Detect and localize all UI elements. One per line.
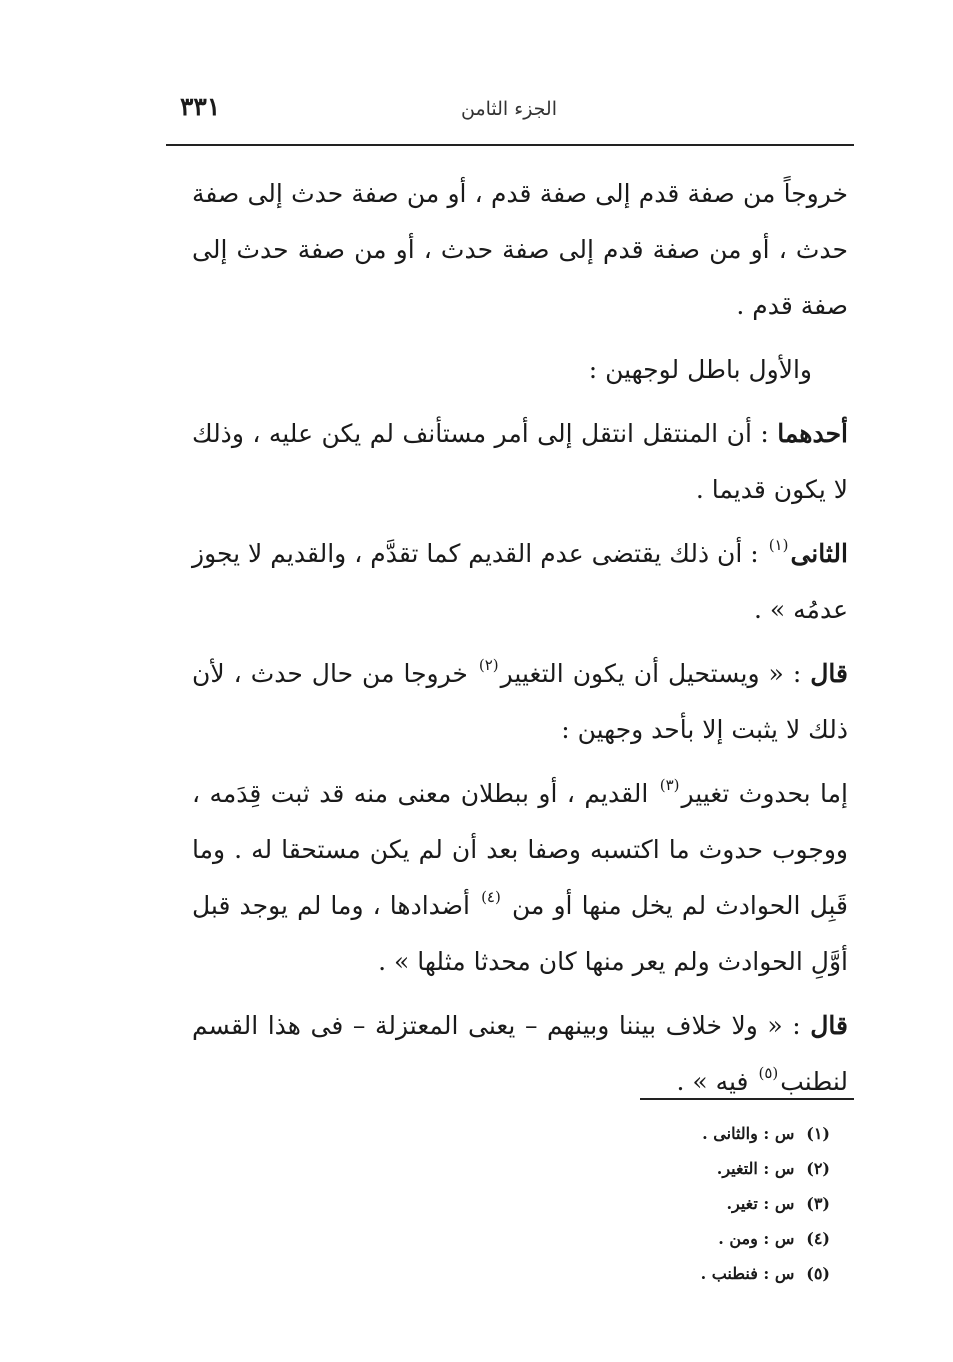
footnote-marker: (٤) xyxy=(806,1229,830,1248)
paragraph-6 xyxy=(192,766,848,990)
paragraph-2 xyxy=(192,342,848,398)
page-header xyxy=(168,88,850,132)
footnote-marker: (١) xyxy=(806,1124,830,1143)
footnote-ref-1[interactable]: (١) xyxy=(768,536,789,554)
footnote-text: س : فنطنب . xyxy=(700,1264,795,1283)
paragraph-3-text: : أن المنتقل انتقل إلى أمر مستأنف لم يكن عليه ، وذلك لا يكون قديما . xyxy=(192,419,848,504)
paragraph-6-text-c: أضدادها ، وما لم يوجد قبل أوَّلِ الحوادث ولم يعر منها كان محدثا مثلها » . xyxy=(192,891,848,976)
footnote-1 xyxy=(560,1116,830,1151)
footnote-3 xyxy=(560,1186,830,1221)
footnote-5 xyxy=(560,1256,830,1291)
footnote-ref-4[interactable]: (٤) xyxy=(481,888,501,906)
running-title: الجزء الثامن xyxy=(460,98,558,120)
footnote-text: س : تغير. xyxy=(726,1194,795,1213)
paragraph-4 xyxy=(192,526,848,638)
page-number: ٣٣١ xyxy=(180,92,221,121)
paragraph-2-text: والأول باطل لوجهين : xyxy=(588,355,812,384)
footnote-rule xyxy=(640,1098,854,1100)
footnote-marker: (٣) xyxy=(806,1194,830,1213)
paragraph-5-lead: قال xyxy=(810,659,848,688)
paragraph-1-text: خروجاً من صفة قدم إلى صفة قدم ، أو من صفة حدث إلى صفة حدث ، أو من صفة قدم إلى صفة حدث ، أو من صفة حدث إلى صفة قدم . xyxy=(192,179,848,320)
footnote-marker: (٢) xyxy=(806,1159,830,1178)
paragraph-3-lead: أحدهما xyxy=(777,419,848,448)
paragraph-5-text-b: خروجا من حال حدث ، لأن ذلك لا يثبت إلا بأحد وجهين : xyxy=(192,659,848,744)
footnote-ref-3[interactable]: (٣) xyxy=(659,776,680,794)
header-rule xyxy=(166,144,854,146)
paragraph-7-lead: قال xyxy=(810,1011,848,1040)
main-text xyxy=(192,166,848,1118)
paragraph-3 xyxy=(192,406,848,518)
footnote-marker: (٥) xyxy=(806,1264,830,1283)
paragraph-4-lead: الثانى xyxy=(790,539,848,568)
paragraph-6-text-a: إما بحدوث تغيير xyxy=(681,779,848,808)
footnote-ref-2[interactable]: (٢) xyxy=(478,656,499,674)
footnote-text: س : ومن . xyxy=(718,1229,795,1248)
footnotes xyxy=(560,1116,830,1291)
footnote-text: س : التغير. xyxy=(716,1159,795,1178)
paragraph-5 xyxy=(192,646,848,758)
paragraph-4-text: : أن ذلك يقتضى عدم القديم كما تقدَّم ، والقديم لا يجوز عدمُه » . xyxy=(192,539,848,624)
footnote-text: س : والثانى . xyxy=(702,1124,795,1143)
footnote-4 xyxy=(560,1221,830,1256)
paragraph-7-text-a: : « ولا خلاف بيننا وبينهم – يعنى المعتزلة – فى هذا القسم لنطنب xyxy=(192,1011,848,1096)
footnote-2 xyxy=(560,1151,830,1186)
paragraph-7-text-b: فيه » . xyxy=(676,1067,757,1096)
paragraph-7 xyxy=(192,998,848,1110)
footnote-ref-5[interactable]: (٥) xyxy=(758,1064,779,1082)
paragraph-1 xyxy=(192,166,848,334)
paragraph-6-text-b: القديم ، أو ببطلان معنى منه قد ثبت قِدَمه ، ووجوب حدوث ما اكتسبه وصفا بعد أن لم يكن مستحقا له . وما قَبِل الحوادث لم يخل منها أو من xyxy=(192,779,848,920)
paragraph-5-text-a: : « ويستحيل أن يكون التغيير xyxy=(500,659,811,688)
